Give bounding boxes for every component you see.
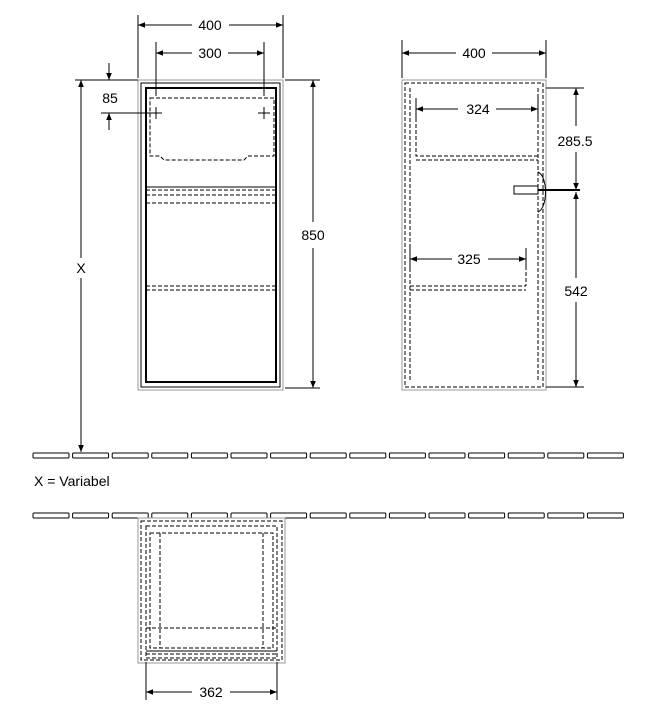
floor-tile: [310, 453, 346, 458]
floor-tile: [191, 453, 227, 458]
variable-legend: X = Variabel: [34, 473, 110, 489]
side-width-label: 400: [462, 45, 486, 61]
front-cabinet-outer: [138, 80, 283, 390]
front-view: [75, 15, 325, 452]
floor-tile: [271, 453, 307, 458]
floor-tile: [33, 453, 69, 458]
floor-tile: [389, 453, 425, 458]
top-view: [138, 518, 285, 700]
floor-tile: [389, 513, 425, 518]
floor-tile: [191, 513, 227, 518]
front-door-frame: [146, 88, 276, 382]
floor-tile: [350, 513, 386, 518]
floor-tile: [310, 513, 346, 518]
floor-tile: [73, 513, 109, 518]
mounting-point-left: [150, 107, 162, 119]
floor-height-label: X: [76, 260, 86, 276]
side-view: [402, 40, 593, 390]
front-cabinet-outline: [141, 83, 280, 387]
mounting-point-right: [258, 107, 270, 119]
top-cabinet-outline: [141, 521, 282, 660]
top-depth-label: 362: [199, 684, 223, 700]
floor-tile: [152, 453, 188, 458]
floor-tile: [508, 453, 544, 458]
floor-tile: [73, 453, 109, 458]
floor-tile: [231, 453, 267, 458]
front-height-label: 850: [301, 227, 325, 243]
floor-tile: [587, 513, 623, 518]
floor-tile: [271, 513, 307, 518]
top-compartment: [150, 533, 273, 648]
floor-tile: [152, 513, 188, 518]
wall-bracket: [514, 172, 580, 212]
front-top-offset-label: 85: [102, 90, 118, 106]
lower-shelf-depth-label: 325: [457, 251, 481, 267]
front-inner-width-label: 300: [198, 45, 222, 61]
floor-tile: [508, 513, 544, 518]
floor-tile: [231, 513, 267, 518]
floor-tile: [429, 513, 465, 518]
floor-tile: [548, 513, 584, 518]
floor-tiles-bottom: [33, 513, 623, 518]
floor-tile: [33, 513, 69, 518]
lower-height-label: 542: [564, 283, 588, 299]
floor-tile: [350, 453, 386, 458]
floor-tile: [469, 513, 505, 518]
side-cabinet-outline: [405, 83, 543, 387]
front-upper-compartment: [150, 98, 274, 160]
floor-tile: [112, 453, 148, 458]
upper-height-label: 285.5: [557, 133, 593, 149]
side-cabinet-outer: [402, 80, 546, 390]
floor-tile: [429, 453, 465, 458]
front-width-label: 400: [198, 17, 222, 33]
floor-tiles-top: [33, 453, 623, 458]
floor-tile: [587, 453, 623, 458]
floor-tile: [112, 513, 148, 518]
floor-tile: [469, 453, 505, 458]
top-cabinet-inner: [146, 526, 277, 658]
upper-shelf-depth-label: 324: [466, 101, 490, 117]
floor-tile: [548, 453, 584, 458]
